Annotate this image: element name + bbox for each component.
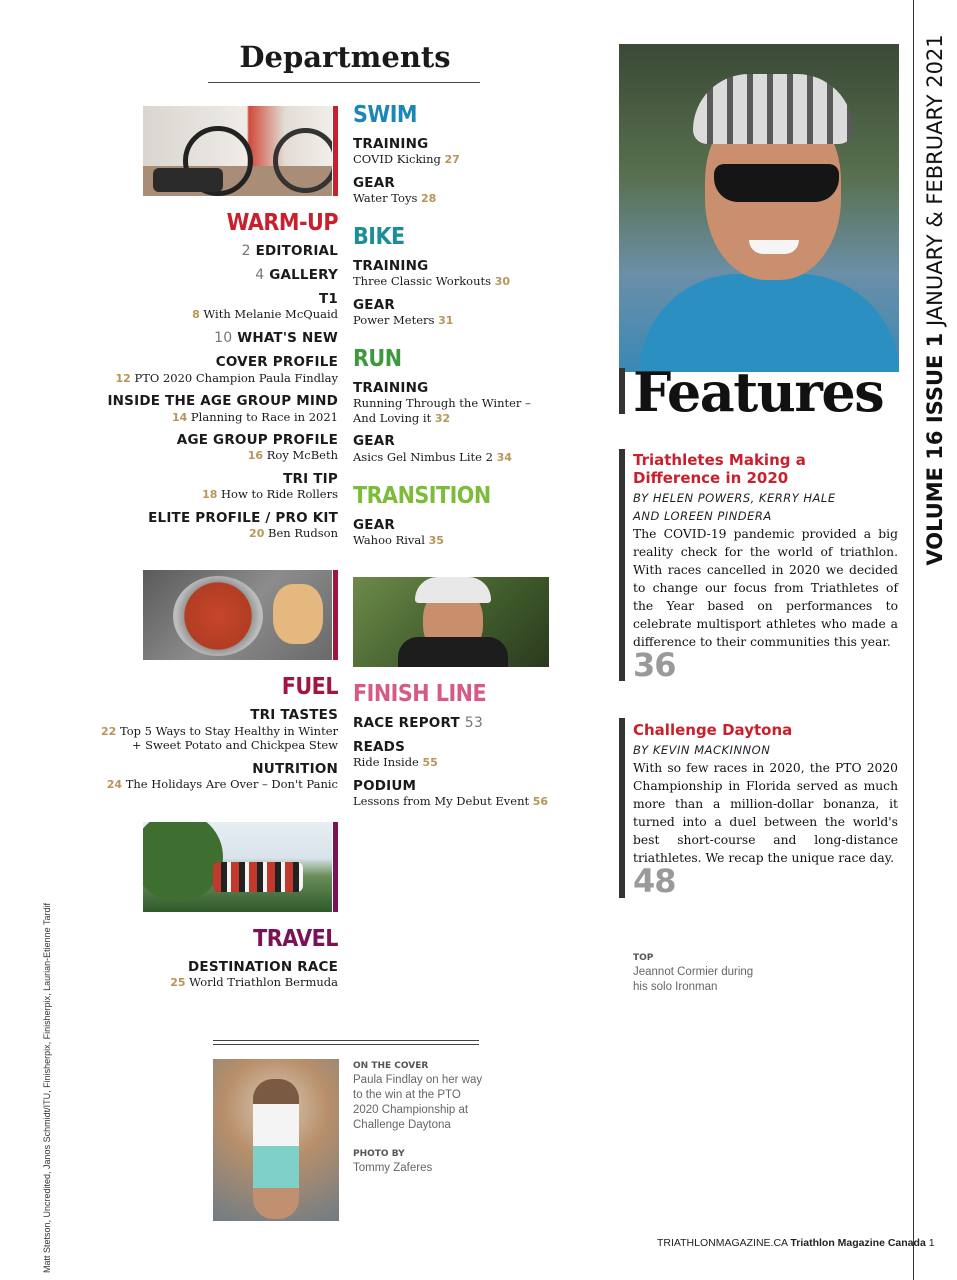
title-line: Challenge Daytona: [633, 721, 793, 739]
caption-line: Paula Findlay on her way: [353, 1074, 483, 1086]
spine-rule: [913, 0, 914, 1280]
feature-text: The COVID-19 pandemic provided a big reality check for the world of triathlon. With races cancelled in 2020 we decided to change our focus from Triathletes of the Year based on performances to celebrate multisport athletes who made a difference to their communities this year.: [633, 527, 898, 649]
trainer-photo: [143, 106, 332, 196]
caption-line: his solo Ironman: [633, 981, 718, 993]
byline-line: BY HELEN POWERS, KERRY HALE: [633, 491, 836, 505]
photo-credits: Matt Stetson, Uncredited, Janos Schmidt/ITU, Finisherpix, Finisherpix, Laurian-Etienne Tardif: [42, 903, 52, 1273]
toc-entry-swim-gear[interactable]: [353, 191, 436, 205]
page-number: 18: [202, 488, 218, 501]
toc-entry-race-report[interactable]: [353, 715, 483, 731]
toc-entry-bike-gear[interactable]: [353, 313, 453, 327]
entry-text: Power Meters: [353, 313, 435, 327]
toc-head-age-group-profile: AGE GROUP PROFILE: [176, 432, 338, 448]
entry-text: And Loving it: [353, 411, 432, 425]
feature-title[interactable]: [633, 721, 893, 739]
entry-text: World Triathlon Bermuda: [189, 975, 338, 989]
page-number: 14: [171, 411, 188, 424]
page-number: 24: [106, 778, 123, 791]
page-number: 20: [249, 527, 265, 540]
issue-volume: VOLUME 16 ISSUE 1: [923, 332, 947, 566]
toc-head-tri-tip: TRI TIP: [283, 471, 338, 487]
cover-photo: [213, 1059, 339, 1221]
section-title-bike: BIKE: [353, 224, 405, 250]
entry-text: The Holidays Are Over – Don't Panic: [125, 777, 338, 791]
entry-label: WHAT'S NEW: [237, 330, 338, 346]
accent-bar: [333, 822, 338, 912]
page-number: 34: [496, 451, 512, 464]
footer-site: TRIATHLONMAGAZINE.CA: [657, 1237, 788, 1249]
section-title-travel: TRAVEL: [253, 926, 338, 952]
hero-photo: [619, 44, 899, 372]
caption-line: 2020 Championship at: [353, 1104, 469, 1116]
entry-text: Planning to Race in 2021: [190, 410, 338, 424]
section-title-warmup: WARM-UP: [226, 210, 338, 236]
footer: [657, 1237, 935, 1249]
toc-entry-t1[interactable]: [192, 307, 338, 321]
title-line: Triathletes Making a: [633, 451, 806, 469]
toc-entry-run-training-line2: [353, 411, 450, 425]
toc-head-podium: PODIUM: [353, 778, 417, 794]
divider: [208, 82, 480, 83]
byline-line: AND LOREEN PINDERA: [633, 509, 772, 523]
feature-byline: [633, 489, 836, 525]
entry-text: Ride Inside: [353, 755, 419, 769]
toc-entry-tri-tastes-line2: + Sweet Potato and Chickpea Stew: [131, 738, 338, 752]
toc-head-transition-gear: GEAR: [353, 517, 395, 533]
page-number: 25: [170, 976, 186, 989]
page-number: 12: [115, 372, 131, 385]
toc-entry-podium[interactable]: [353, 794, 548, 808]
toc-entry-elite-profile[interactable]: [249, 526, 338, 540]
page-title: Departments: [239, 40, 451, 74]
features-title: Features: [633, 360, 884, 424]
caption-line: Jeannot Cormier during: [633, 966, 754, 978]
accent-bar: [333, 106, 338, 196]
entry-text: Three Classic Workouts: [353, 274, 492, 288]
top-caption-label: TOP: [633, 953, 654, 963]
accent-bar: [333, 570, 338, 660]
entry-text: How to Ride Rollers: [221, 487, 338, 501]
page-number: 56: [532, 795, 549, 808]
accent-bar: [619, 718, 625, 898]
page-number: 53: [464, 715, 483, 731]
toc-head-nutrition: NUTRITION: [252, 761, 338, 777]
page-number: 8: [192, 308, 200, 321]
toc-entry-nutrition[interactable]: [107, 777, 338, 791]
entry-label: RACE REPORT: [353, 715, 460, 731]
page-number: 22: [100, 725, 117, 738]
entry-text: Ben Rudson: [268, 526, 338, 540]
page-number: 32: [434, 412, 451, 425]
cover-label: ON THE COVER: [353, 1061, 429, 1071]
entry-label: EDITORIAL: [255, 243, 338, 259]
toc-entry-cover-profile[interactable]: [115, 371, 338, 385]
caption-line: Challenge Daytona: [353, 1119, 451, 1131]
toc-head-cover-profile: COVER PROFILE: [215, 354, 338, 370]
toc-entry-age-group-profile[interactable]: [248, 448, 338, 462]
page-number: 4: [255, 267, 265, 283]
entry-text: PTO 2020 Champion Paula Findlay: [134, 371, 338, 385]
toc-head-run-gear: GEAR: [353, 433, 395, 449]
cover-caption: [353, 1073, 482, 1133]
toc-entry-whats-new[interactable]: [214, 330, 338, 346]
feature-page-number[interactable]: 48: [633, 862, 676, 900]
toc-entry-reads[interactable]: [353, 755, 438, 769]
entry-text: Water Toys: [353, 191, 418, 205]
section-title-finish-line: FINISH LINE: [353, 681, 487, 707]
toc-entry-editorial[interactable]: [242, 243, 338, 259]
toc-head-destination-race: DESTINATION RACE: [188, 959, 338, 975]
food-photo: [143, 570, 332, 660]
entry-text: Roy McBeth: [266, 448, 338, 462]
section-title-swim: SWIM: [353, 102, 418, 128]
issue-date: JANUARY & FEBRUARY 2021: [923, 34, 947, 333]
toc-head-tri-tastes: TRI TASTES: [250, 707, 338, 723]
toc-entry-run-gear[interactable]: [353, 450, 512, 464]
page-number: 30: [494, 275, 511, 288]
toc-head-reads: READS: [353, 739, 405, 755]
section-title-fuel: FUEL: [281, 674, 338, 700]
toc-entry-gallery[interactable]: [255, 267, 338, 283]
page-number: 16: [247, 449, 264, 462]
page-number: 27: [444, 153, 460, 166]
entry-text: Wahoo Rival: [353, 533, 425, 547]
entry-text: COVID Kicking: [353, 152, 441, 166]
toc-head-age-group-mind: INSIDE THE AGE GROUP MIND: [107, 393, 338, 409]
toc-head-bike-training: TRAINING: [353, 258, 429, 274]
title-line: Difference in 2020: [633, 469, 789, 487]
page-number: 28: [421, 192, 437, 205]
page-number: 2: [241, 243, 251, 259]
accent-bar: [619, 368, 625, 414]
section-title-run: RUN: [353, 346, 402, 372]
entry-text: Asics Gel Nimbus Lite 2: [353, 450, 493, 464]
toc-entry-bike-training[interactable]: [353, 274, 510, 288]
toc-head-run-training: TRAINING: [353, 380, 429, 396]
toc-entry-swim-training[interactable]: [353, 152, 460, 166]
page-number: 10: [214, 330, 233, 346]
divider: [213, 1040, 479, 1045]
entry-text: Top 5 Ways to Stay Healthy in Winter: [119, 724, 338, 738]
toc-head-swim-gear: GEAR: [353, 175, 395, 191]
entry-label: GALLERY: [269, 267, 338, 283]
feature-title[interactable]: [633, 451, 893, 487]
toc-entry-age-group-mind[interactable]: [172, 410, 338, 424]
toc-head-elite-profile: ELITE PROFILE / PRO KIT: [148, 510, 338, 526]
page-number: 31: [438, 314, 454, 327]
finish-line-photo: [353, 577, 549, 667]
toc-entry-tri-tastes[interactable]: [101, 724, 338, 738]
footer-magazine: Triathlon Magazine Canada: [790, 1237, 926, 1249]
photographer: Tommy Zaferes: [353, 1162, 433, 1174]
accent-bar: [619, 449, 625, 681]
travel-photo: [143, 822, 332, 912]
feature-byline: [633, 741, 770, 759]
page-number: 35: [428, 534, 444, 547]
photo-credit-label: PHOTO BY: [353, 1149, 405, 1159]
footer-page-number: 1: [928, 1237, 935, 1249]
feature-text: With so few races in 2020, the PTO 2020 Championship in Florida served as much more than a million-dollar bonanza, it turned into a duel between the world's best short-course and long-distance triathletes. We recap the unique race day.: [633, 761, 898, 865]
toc-entry-transition-gear[interactable]: [353, 533, 444, 547]
toc-head-bike-gear: GEAR: [353, 297, 395, 313]
top-caption: [633, 965, 753, 995]
feature-page-number[interactable]: 36: [633, 646, 676, 684]
byline-line: BY KEVIN MACKINNON: [633, 743, 771, 757]
toc-entry-run-training[interactable]: Running Through the Winter –: [353, 396, 531, 410]
entry-text: Lessons from My Debut Event: [353, 794, 530, 808]
toc-head-t1: T1: [318, 291, 338, 307]
entry-text: With Melanie McQuaid: [203, 307, 338, 321]
page-number: 55: [422, 756, 438, 769]
toc-entry-destination-race[interactable]: [170, 975, 338, 989]
toc-head-swim-training: TRAINING: [353, 136, 429, 152]
toc-entry-tri-tip[interactable]: [202, 487, 338, 501]
issue-info: [923, 34, 947, 565]
caption-line: to the win at the PTO: [353, 1089, 461, 1101]
section-title-transition: TRANSITION: [353, 483, 491, 509]
